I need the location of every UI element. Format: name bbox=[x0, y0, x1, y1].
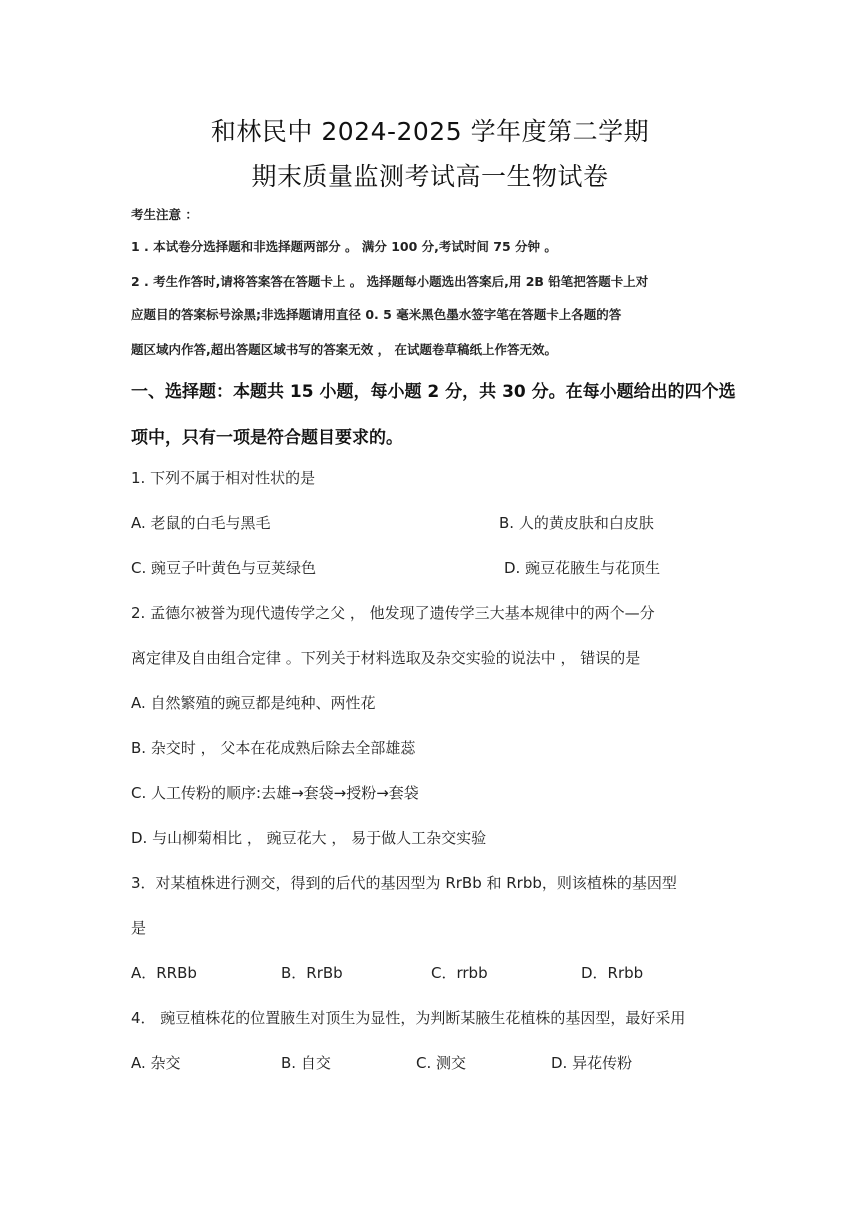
notice-item-1: 1 . 本试卷分选择题和非选择题两部分 。 满分 100 分,考试时间 75 分钟 。 bbox=[131, 239, 557, 254]
exam-title-line1: 和林民中 2024-2025 学年度第二学期 bbox=[210, 117, 650, 146]
q1-option-b: B. 人的黄皮肤和白皮肤 bbox=[499, 514, 654, 532]
q3-option-b: B．RrBb bbox=[281, 964, 343, 982]
q4-option-c: C. 测交 bbox=[416, 1054, 467, 1072]
q4-option-a: A. 杂交 bbox=[131, 1054, 181, 1072]
q1-option-a: A. 老鼠的白毛与黑毛 bbox=[131, 514, 271, 532]
q4-option-b: B. 自交 bbox=[281, 1054, 331, 1072]
notice-heading: 考生注意 ： bbox=[131, 207, 198, 222]
section-heading-line1: 一、选择题：本题共 15 小题，每小题 2 分，共 30 分。在每小题给出的四个选 bbox=[131, 382, 736, 402]
q2-option-a: A. 自然繁殖的豌豆都是纯种、两性花 bbox=[131, 694, 376, 712]
q1-stem: 1. 下列不属于相对性状的是 bbox=[131, 469, 316, 487]
q2-stem-line1: 2. 孟德尔被誉为现代遗传学之父 ， 他发现了遗传学三大基本规律中的两个—分 bbox=[131, 604, 655, 622]
q2-stem-line2: 离定律及自由组合定律 。下列关于材料选取及杂交实验的说法中 ， 错误的是 bbox=[131, 649, 641, 667]
q2-option-c: C. 人工传粉的顺序:去雄→套袋→授粉→套袋 bbox=[131, 784, 419, 802]
notice-item-2-line2: 应题目的答案标号涂黑;非选择题请用直径 0. 5 毫米黑色墨水签字笔在答题卡上各题的答 bbox=[131, 307, 622, 322]
q4-stem: 4． 豌豆植株花的位置腋生对顶生为显性，为判断某腋生花植株的基因型，最好采用 bbox=[131, 1009, 686, 1027]
q3-stem-line2: 是 bbox=[131, 919, 147, 937]
section-heading-line2: 项中，只有一项是符合题目要求的。 bbox=[131, 428, 403, 448]
notice-item-2-line1: 2 . 考生作答时,请将答案答在答题卡上 。 选择题每小题选出答案后,用 2B 铅笔把答题卡上对 bbox=[131, 274, 649, 289]
q4-option-d: D. 异花传粉 bbox=[551, 1054, 633, 1072]
q3-option-a: A．RRBb bbox=[131, 964, 197, 982]
q2-option-b: B. 杂交时 ， 父本在花成熟后除去全部雄蕊 bbox=[131, 739, 416, 757]
q3-option-c: C．rrbb bbox=[431, 964, 488, 982]
q3-stem-line1: 3．对某植株进行测交，得到的后代的基因型为 RrBb 和 Rrbb，则该植株的基因型 bbox=[131, 874, 677, 892]
q1-option-d: D. 豌豆花腋生与花顶生 bbox=[504, 559, 661, 577]
q1-option-c: C. 豌豆子叶黄色与豆荚绿色 bbox=[131, 559, 317, 577]
q2-option-d: D. 与山柳菊相比 ， 豌豆花大 ， 易于做人工杂交实验 bbox=[131, 829, 487, 847]
q3-option-d: D．Rrbb bbox=[581, 964, 644, 982]
exam-title-line2: 期末质量监测考试高一生物试卷 bbox=[251, 162, 609, 191]
notice-item-2-line3: 题区域内作答,超出答题区域书写的答案无效 ， 在试题卷草稿纸上作答无效。 bbox=[131, 342, 557, 357]
